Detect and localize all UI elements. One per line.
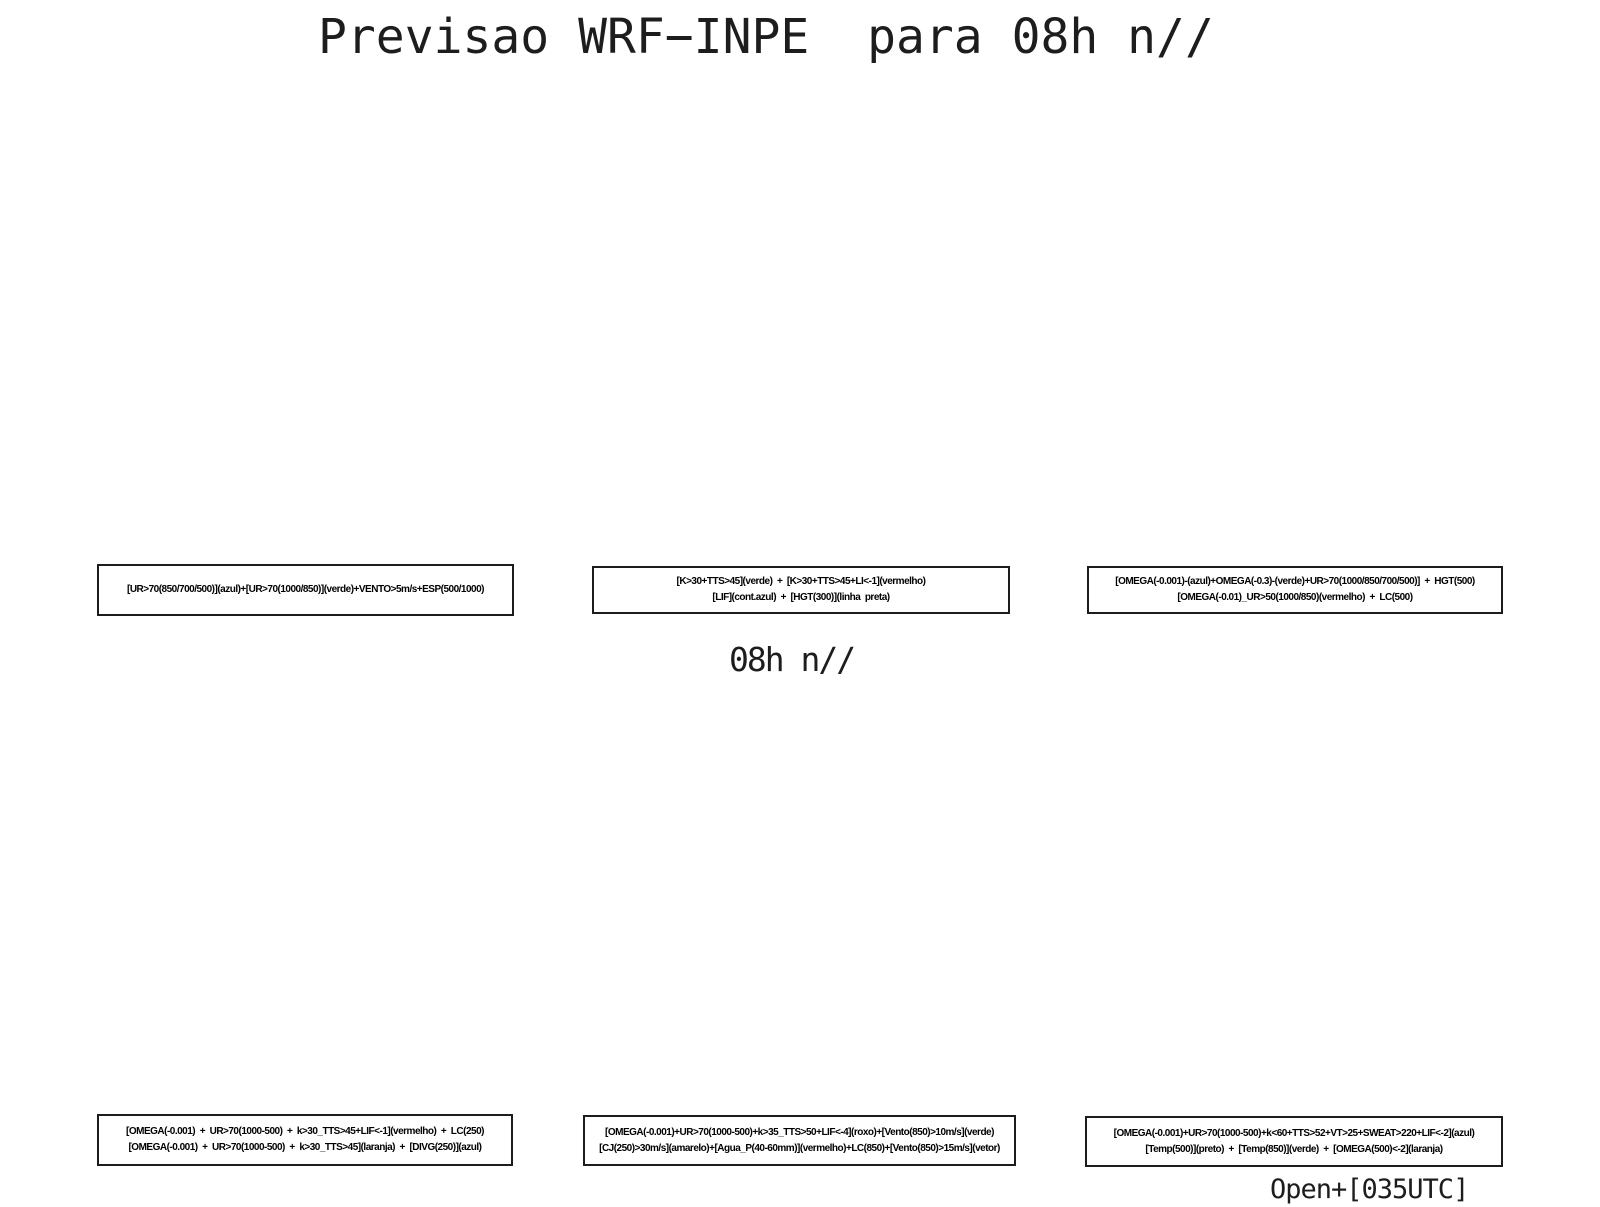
legend-line: [UR>70(850/700/500)](azul)+[UR>70(1000/850)](verde)+VENTO>5m/s+ESP(500/1000) xyxy=(126,584,485,595)
legend-line: [K>30+TTS>45](verde) + [K>30+TTS>45+LI<-1](vermelho) xyxy=(676,576,926,587)
legend-box-bottom-right xyxy=(1085,1116,1503,1167)
legend-box-top-left xyxy=(97,564,514,616)
page-title: Previsao WRF−INPE para 08h n// xyxy=(318,9,1214,65)
legend-line: [LIF](cont.azul) + [HGT(300)](linha preta) xyxy=(712,592,890,603)
legend-line: [OMEGA(-0.001)+UR>70(1000-500)+k>35_TTS>50+LIF<-4](roxo)+[Vento(850)>10m/s](verde) xyxy=(605,1126,994,1138)
footer-label: Open+[035UTC] xyxy=(1270,1174,1469,1205)
legend-line: [OMEGA(-0.001)-(azul)+OMEGA(-0.3)-(verde)+UR>70(1000/850/700/500)] + HGT(500) xyxy=(1115,576,1475,587)
legend-line: [OMEGA(-0.001)+UR>70(1000-500)+k<60+TTS>52+VT>25+SWEAT>220+LIF<-2](azul) xyxy=(1113,1127,1475,1139)
legend-line: [OMEGA(-0.001) + UR>70(1000-500) + k>30_TTS>45](laranja) + [DIVG(250)](azul) xyxy=(128,1142,482,1153)
section-label: 08h n// xyxy=(729,640,855,679)
legend-line: [OMEGA(-0.01)_UR>50(1000/850)(vermelho) + LC(500) xyxy=(1177,592,1413,603)
legend-box-top-right xyxy=(1087,566,1503,614)
legend-box-top-center xyxy=(592,566,1010,614)
legend-line: [CJ(250)>30m/s](amarelo)+[Agua_P(40-60mm)](vermelho)+LC(850)+[Vento(850)>15m/s](vetor) xyxy=(599,1142,1000,1154)
legend-line: [OMEGA(-0.001) + UR>70(1000-500) + k>30_TTS>45+LIF<-1](vermelho) + LC(250) xyxy=(126,1126,484,1137)
legend-box-bottom-center xyxy=(583,1115,1016,1166)
legend-line: [Temp(500)](preto) + [Temp(850)](verde) + [OMEGA(500)<-2](laranja) xyxy=(1145,1143,1443,1155)
legend-box-bottom-left xyxy=(97,1114,513,1166)
